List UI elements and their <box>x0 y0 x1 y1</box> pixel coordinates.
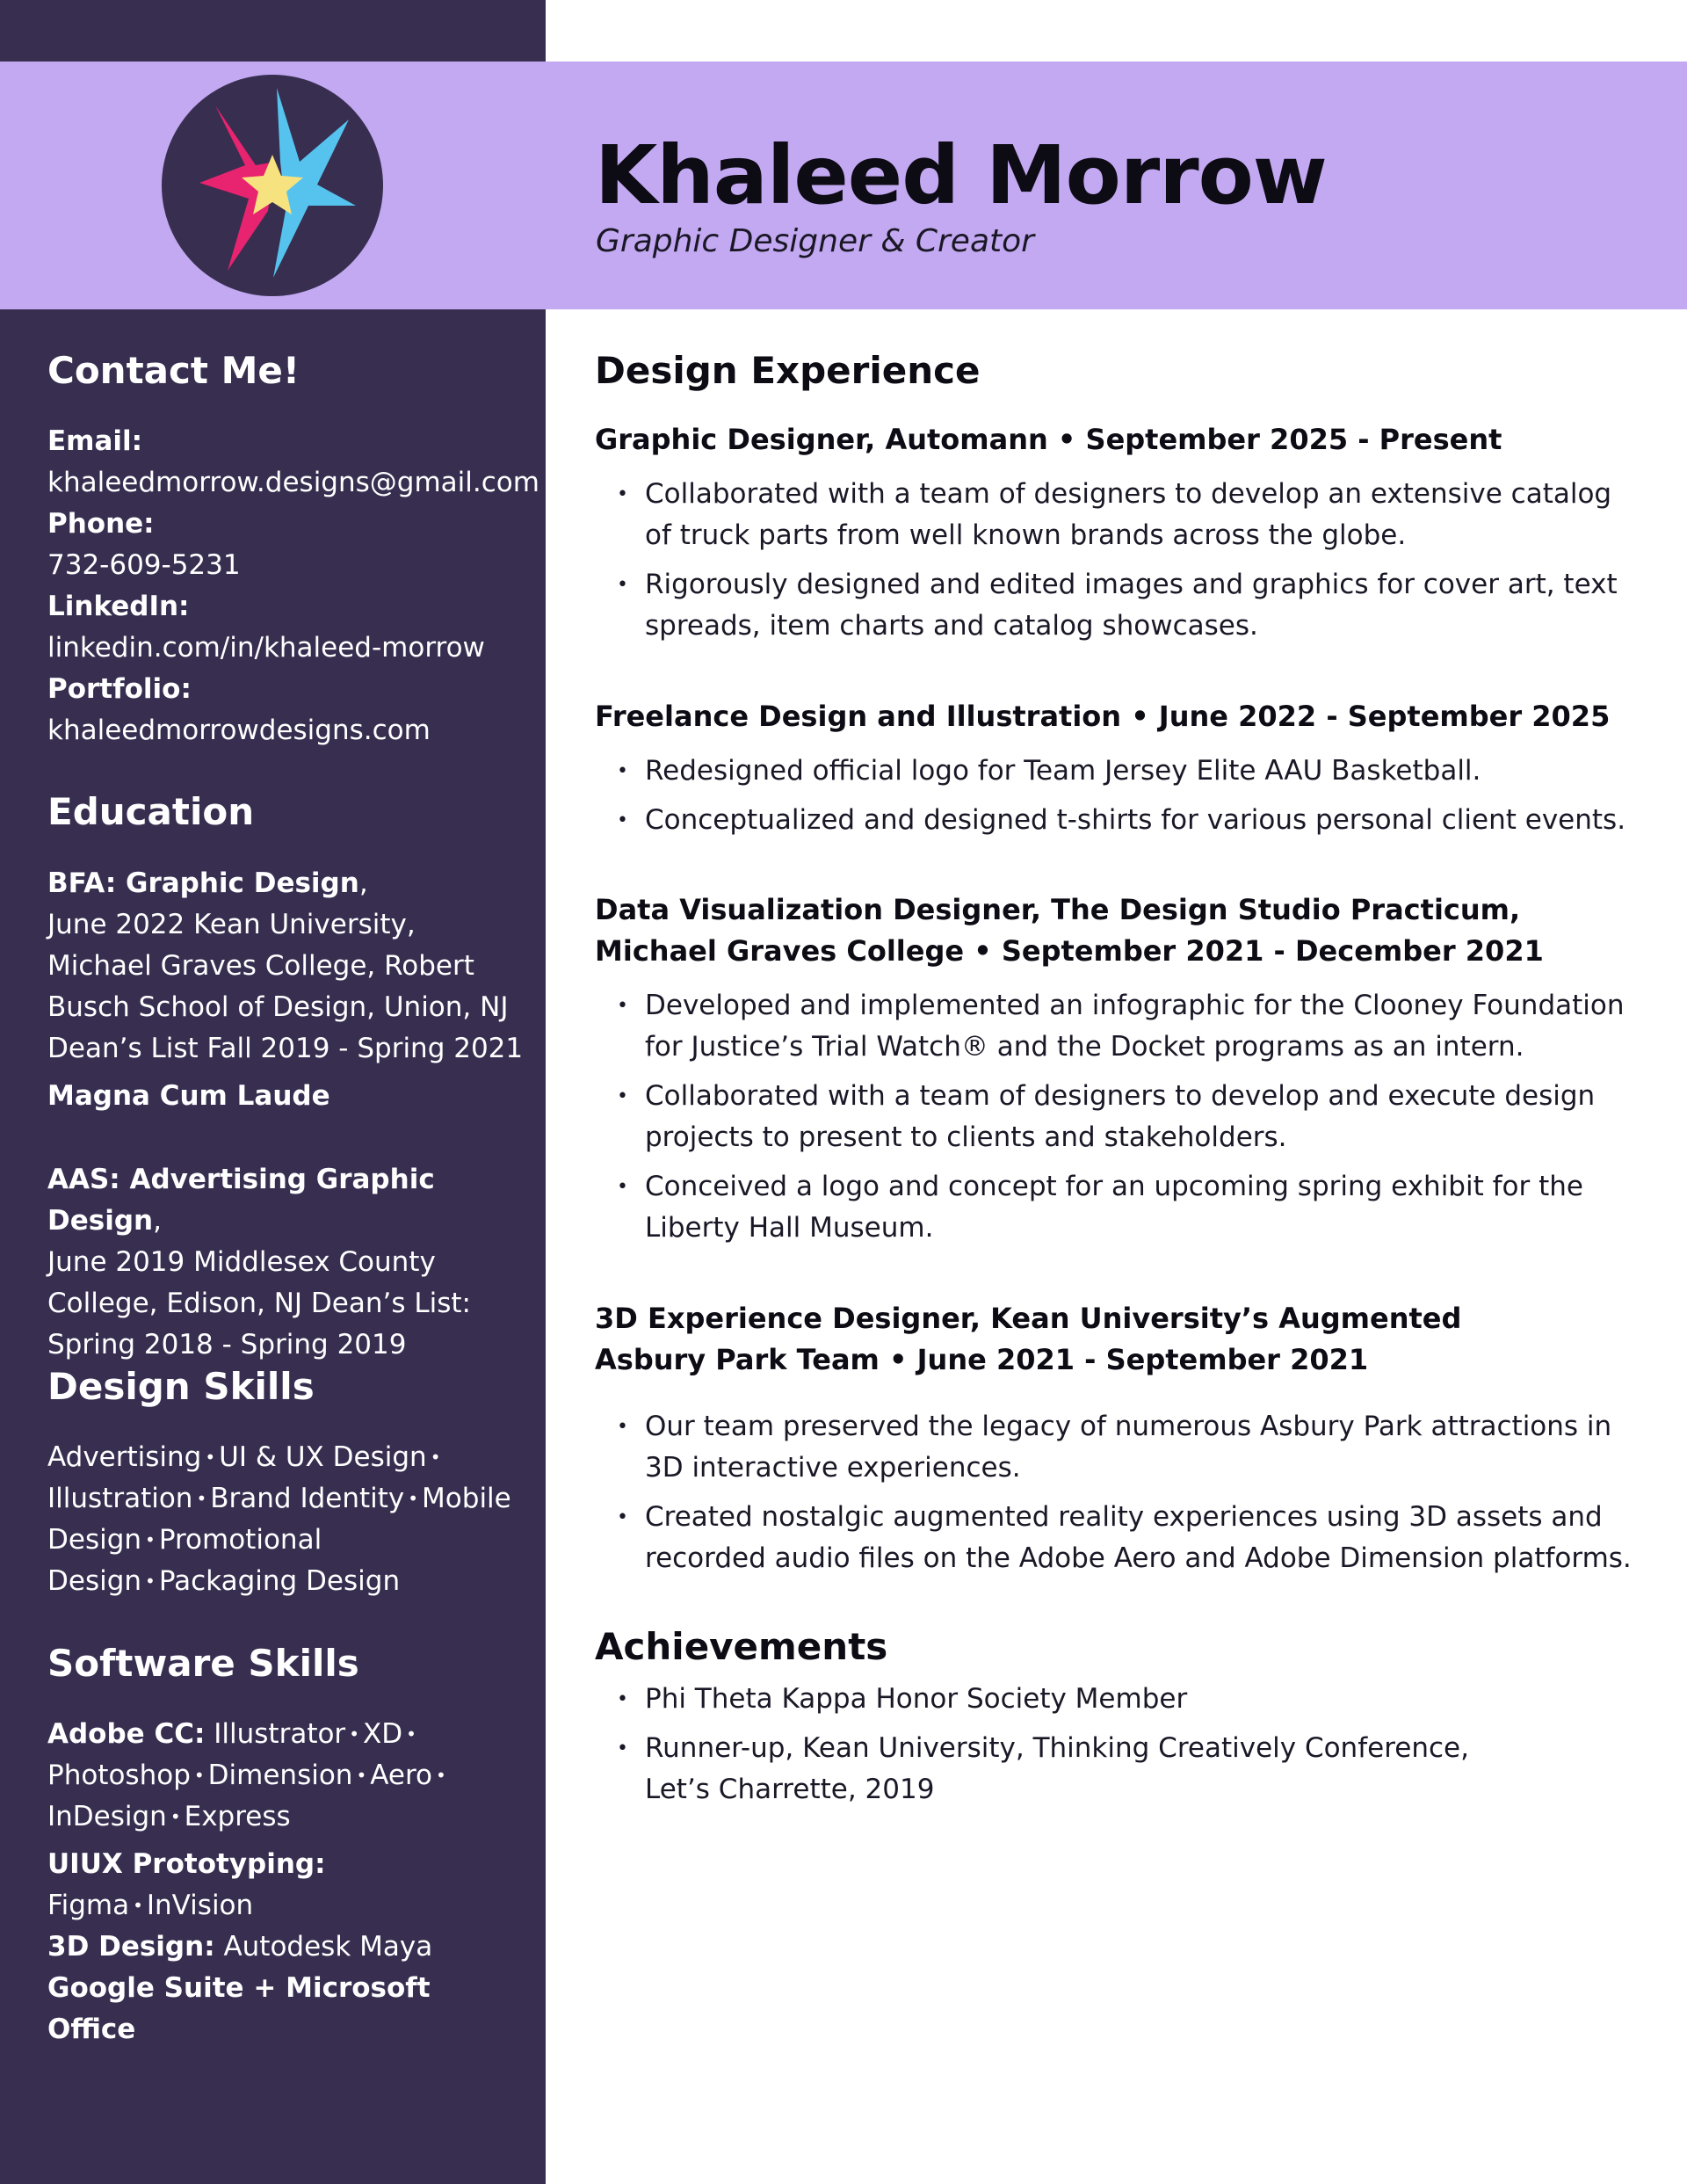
list-item: • Redesigned official logo for Team Jersey Elite AAU Basketball. <box>615 751 1643 792</box>
design-skills-list <box>47 1437 522 1602</box>
software-item: Aero <box>370 1760 433 1791</box>
job-title <box>595 889 1640 972</box>
software-item: InDesign <box>47 1801 167 1832</box>
design-skills-heading: Design Skills <box>47 1365 315 1408</box>
list-item: • Collaborated with a team of designers to develop an extensive catalog of truck parts from well known brands across the globe. <box>615 474 1643 556</box>
separator-dot: • <box>205 1447 216 1468</box>
achievements-heading: Achievements <box>595 1625 888 1668</box>
skill-item: UI & UX Design <box>219 1441 427 1473</box>
education-heading: Education <box>47 790 255 833</box>
portfolio-label: Portfolio: <box>47 673 192 705</box>
job-bullets <box>615 474 1643 655</box>
phone-label: Phone: <box>47 508 155 540</box>
job-bullets <box>615 1406 1643 1587</box>
software-item: Dimension <box>207 1760 353 1791</box>
aas-title: AAS: Advertising Graphic Design <box>47 1164 435 1237</box>
list-item: • Conceived a logo and concept for an upcoming spring exhibit for the Liberty Hall Museum. <box>615 1166 1643 1249</box>
suite-item: Google Suite + Microsoft Office <box>47 1972 431 2045</box>
separator-dot: • <box>145 1571 156 1592</box>
uiux-label: UIUX Prototyping: <box>47 1848 326 1880</box>
job-title <box>595 1298 1640 1381</box>
separator-dot: • <box>170 1806 181 1827</box>
skill-item: Mobile Design <box>47 1483 511 1556</box>
list-item: • Collaborated with a team of designers to develop and execute design projects to present to clients and stakeholders. <box>615 1076 1643 1158</box>
bfa-comma: , <box>358 867 368 899</box>
job-title-line: Michael Graves College • September 2021 - December 2021 <box>595 934 1544 968</box>
portfolio-value[interactable]: khaleedmorrowdesigns.com <box>47 715 431 746</box>
skill-item: Illustration <box>47 1483 193 1514</box>
software-item: Express <box>184 1801 291 1832</box>
subtitle-role: Graphic Designer & Creator <box>596 223 1034 259</box>
software-item: Figma <box>47 1890 130 1921</box>
adobe-label: Adobe CC: <box>47 1718 206 1750</box>
bfa-honor: Magna Cum Laude <box>47 1080 330 1112</box>
education-aas <box>47 1159 522 1366</box>
list-item: • Created nostalgic augmented reality experiences using 3D assets and recorded audio files on the Adobe Aero and Adobe Dimension platforms. <box>615 1497 1643 1579</box>
job-title: Graphic Designer, Automann • September 2025 - Present <box>595 423 1502 456</box>
job-bullets <box>615 751 1643 849</box>
software-item: XD <box>362 1718 403 1750</box>
separator-dot: • <box>356 1765 367 1786</box>
separator-dot: • <box>406 1723 416 1745</box>
software-item: InVision <box>146 1890 254 1921</box>
separator-dot: • <box>436 1765 446 1786</box>
email-label: Email: <box>47 425 143 457</box>
list-item: • Developed and implemented an infographic for the Clooney Foundation for Justice’s Trial Watch® and the Docket programs as an intern. <box>615 985 1643 1068</box>
contact-block <box>47 421 539 751</box>
bfa-title: BFA: Graphic Design <box>47 867 359 899</box>
separator-dot: • <box>133 1895 143 1916</box>
page-title: Khaleed Morrow <box>595 128 1327 222</box>
separator-dot: • <box>145 1529 156 1550</box>
phone-value[interactable]: 732-609-5231 <box>47 549 241 581</box>
threed-label: 3D Design: <box>47 1931 215 1963</box>
software-item: Illustrator <box>214 1718 346 1750</box>
skill-item: Packaging Design <box>158 1565 401 1597</box>
job-title-line: Asbury Park Team • June 2021 - September 2021 <box>595 1343 1369 1376</box>
contact-heading: Contact Me! <box>47 349 300 392</box>
aas-detail: June 2019 Middlesex County College, Edison, NJ Dean’s List: <box>47 1246 471 1319</box>
achievements-list <box>615 1679 1643 1818</box>
aas-comma: , <box>153 1205 162 1237</box>
star-burst-logo-icon <box>161 74 384 297</box>
list-item: • Phi Theta Kappa Honor Society Member <box>615 1679 1643 1720</box>
skill-item: Advertising <box>47 1441 202 1473</box>
job-bullets <box>615 985 1643 1257</box>
software-skills-list <box>47 1714 522 2050</box>
education-bfa <box>47 863 526 1117</box>
linkedin-label: LinkedIn: <box>47 591 190 622</box>
linkedin-value[interactable]: linkedin.com/in/khaleed-morrow <box>47 632 485 664</box>
list-item: • Our team preserved the legacy of numerous Asbury Park attractions in 3D interactive experiences. <box>615 1406 1643 1489</box>
separator-dot: • <box>193 1765 205 1786</box>
email-value[interactable]: khaleedmorrow.designs@gmail.com <box>47 467 539 498</box>
job-title: Freelance Design and Illustration • June 2022 - September 2025 <box>595 700 1611 733</box>
skill-item: Brand Identity <box>210 1483 405 1514</box>
software-item: Photoshop <box>47 1760 191 1791</box>
separator-dot: • <box>430 1447 441 1468</box>
separator-dot: • <box>408 1488 419 1509</box>
separator-dot: • <box>196 1488 207 1509</box>
software-skills-heading: Software Skills <box>47 1642 359 1685</box>
skill-item: Promotional Design <box>47 1524 322 1597</box>
job-title-line: Data Visualization Designer, The Design Studio Practicum, <box>595 893 1521 926</box>
bfa-detail: June 2022 Kean University, Michael Graves College, Robert Busch School of Design, Union, NJ Dean’s List Fall 2019 - Spring 2021 <box>47 909 524 1064</box>
list-item: • Rigorously designed and edited images and graphics for cover art, text spreads, item charts and catalog showcases. <box>615 564 1643 647</box>
achievement-line: Runner-up, Kean University, Thinking Creatively Conference, <box>645 1732 1469 1764</box>
achievement-line: Let’s Charrette, 2019 <box>645 1774 935 1805</box>
list-item: • Conceptualized and designed t-shirts for various personal client events. <box>615 800 1643 841</box>
job-title-line: 3D Experience Designer, Kean University’s Augmented <box>595 1302 1462 1335</box>
threed-value: Autodesk Maya <box>223 1931 433 1963</box>
aas-dates: Spring 2018 - Spring 2019 <box>47 1329 407 1360</box>
experience-heading: Design Experience <box>595 349 981 392</box>
list-item <box>615 1728 1643 1810</box>
separator-dot: • <box>349 1723 359 1745</box>
